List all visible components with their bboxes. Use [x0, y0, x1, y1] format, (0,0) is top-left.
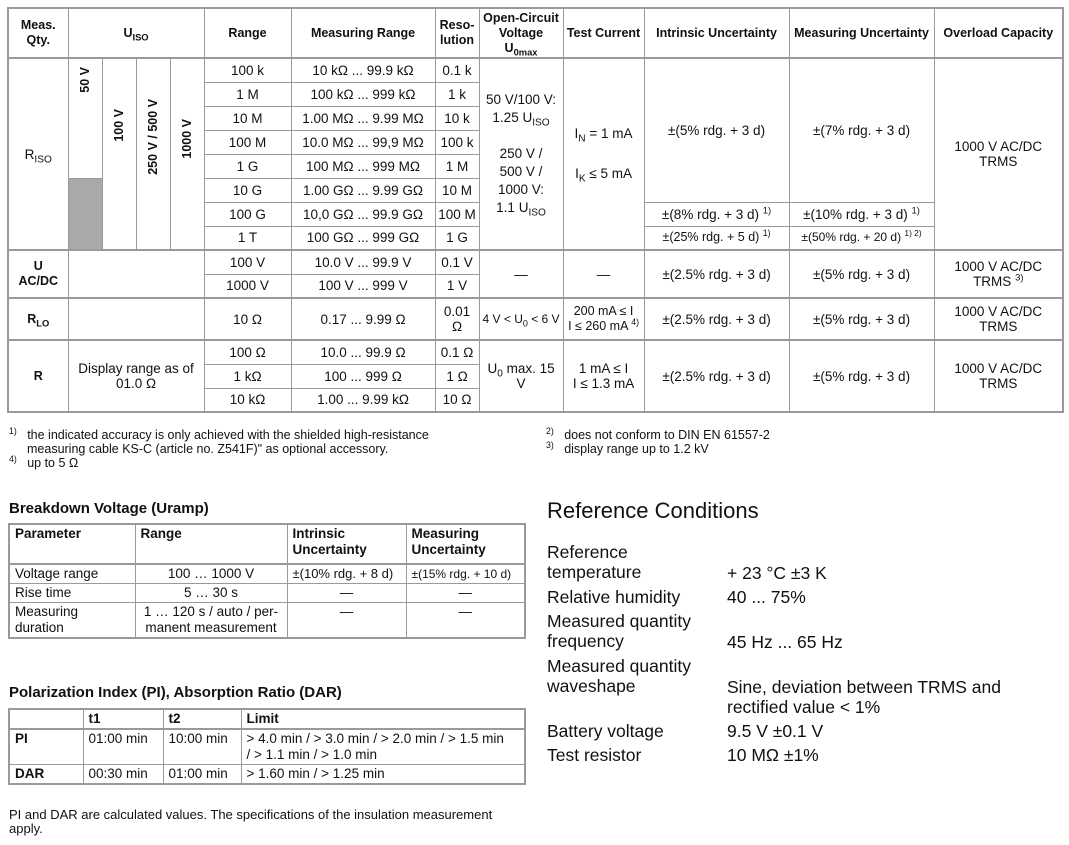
limit-cell: > 4.0 min / > 3.0 min / > 2.0 min / > 1.5 min / > 1.1 min / > 1.0 min: [241, 729, 525, 765]
breakdown-header: Parameter: [9, 524, 135, 564]
param-cell: Measuring duration: [9, 603, 135, 639]
reference-label: Test resistor: [547, 745, 642, 765]
footnote-3: $^{3)}$ display range up to 1.2 kV: [546, 439, 709, 456]
range-cell: 100 V: [204, 250, 291, 274]
header-row: [8, 8, 1063, 58]
limit-cell: > 1.60 min / > 1.25 min: [241, 765, 525, 785]
uiso-header: $U_{ISO}$: [68, 8, 204, 58]
measuring-range-cell: 1.00 ... 9.99 kΩ: [291, 388, 435, 412]
rlo-uiso-cell: [68, 298, 204, 340]
rlo-measuring-cell: ±(5% rdg. + 3 d): [789, 298, 934, 340]
not-applicable-cell: [68, 178, 102, 250]
resolution-cell: 10 Ω: [435, 388, 479, 412]
measuring-range-cell: 1.00 GΩ ... 9.99 GΩ: [291, 178, 435, 202]
reference-label: Reference temperature: [547, 542, 642, 582]
table-row: [9, 729, 525, 765]
range-cell: 1 kΩ: [204, 364, 291, 388]
footnote-1: $^{1)}$ the indicated accuracy is only achieved with the shielded high-resistance: [9, 425, 429, 442]
meas-qty-header: Meas. Qty.: [8, 8, 68, 58]
specification-table: [7, 7, 1064, 413]
pi-table: [8, 708, 526, 785]
pi-header: t2: [163, 709, 241, 729]
r-overload-cell: 1000 V AC/DC TRMS: [934, 340, 1063, 412]
intrinsic-cell: ±(10% rdg. + 8 d): [287, 564, 406, 584]
measuring-range-cell: 10,0 GΩ ... 99.9 GΩ: [291, 202, 435, 226]
range-cell: 1 M: [204, 82, 291, 106]
reference-label: Measured quantity waveshape: [547, 656, 691, 696]
footnotes-right: [546, 425, 1046, 456]
range-cell: 10 kΩ: [204, 388, 291, 412]
measuring-range-cell: 100 V ... 999 V: [291, 274, 435, 298]
rlo-row: [8, 298, 1063, 340]
footnotes-left: [9, 425, 529, 470]
table-row: [9, 564, 525, 584]
intrinsic-cell: ±(8% rdg. + 3 d) $^{1)}$: [644, 202, 789, 226]
r-current-cell: 1 mA ≤ I I ≤ 1.3 mA: [563, 340, 644, 412]
r-label: R: [8, 340, 68, 412]
resolution-cell: 0.1 k: [435, 58, 479, 82]
t1-cell: 01:00 min: [83, 729, 163, 765]
breakdown-header-row: [9, 524, 525, 564]
reference-label: Relative humidity: [547, 587, 681, 607]
u-measuring-cell: ±(5% rdg. + 3 d): [789, 250, 934, 298]
resolution-header: Reso-lution: [435, 8, 479, 58]
reference-label: Measured quantity frequency: [547, 611, 691, 651]
resolution-cell: 0.1 Ω: [435, 340, 479, 364]
measuring-range-cell: 100 kΩ ... 999 kΩ: [291, 82, 435, 106]
reference-title: Reference Conditions: [547, 498, 759, 523]
measuring-range-cell: 10.0 ... 99.9 Ω: [291, 340, 435, 364]
reference-value: + 23 °C ±3 K: [727, 563, 827, 583]
r-measuring-cell: ±(5% rdg. + 3 d): [789, 340, 934, 412]
rlo-overload-cell: 1000 V AC/DC TRMS: [934, 298, 1063, 340]
range-cell: 10 Ω: [204, 298, 291, 340]
resolution-cell: 0.01 Ω: [435, 298, 479, 340]
pi-header: Limit: [241, 709, 525, 729]
u-row: [8, 250, 1063, 274]
measuring-range-header: Measuring Range: [291, 8, 435, 58]
pi-header-row: [9, 709, 525, 729]
range-header: Range: [204, 8, 291, 58]
breakdown-header: Range: [135, 524, 287, 564]
u-uiso-cell: [68, 250, 204, 298]
pi-header: t1: [83, 709, 163, 729]
measuring-range-cell: 0.17 ... 9.99 Ω: [291, 298, 435, 340]
rlo-current-cell: 200 mA ≤ I I ≤ 260 mA $^{4)}$: [563, 298, 644, 340]
range-cell: 100 … 1000 V: [135, 564, 287, 584]
range-cell: 1 T: [204, 226, 291, 250]
uiso-250v-500v: 250 V / 500 V: [136, 58, 170, 250]
measuring-range-cell: 1.00 MΩ ... 9.99 MΩ: [291, 106, 435, 130]
breakdown-title: Breakdown Voltage (Uramp): [9, 500, 209, 517]
reference-value: 10 MΩ ±1%: [727, 745, 819, 765]
riso-label: $R_{ISO}$: [8, 58, 68, 250]
t2-cell: 10:00 min: [163, 729, 241, 765]
resolution-cell: 10 k: [435, 106, 479, 130]
overload-header: Overload Capacity: [934, 8, 1063, 58]
riso-current-cell: $I_N = 1$ mA $I_K \le 5$ mA: [563, 58, 644, 250]
reference-labels: [547, 542, 727, 769]
table-row: [9, 603, 525, 639]
resolution-cell: 100 M: [435, 202, 479, 226]
measuring-cell: —: [406, 603, 525, 639]
breakdown-header: Intrinsic Uncertainty: [287, 524, 406, 564]
pi-note: [9, 808, 529, 836]
footnote-2: $^{2)}$ does not conform to DIN EN 61557-2: [546, 425, 770, 442]
rlo-ocv-cell: 4 $V < U_0 < 6$ V: [479, 298, 563, 340]
test-current-header: Test Current: [563, 8, 644, 58]
param-cell: Voltage range: [9, 564, 135, 584]
riso-row: [8, 58, 1063, 82]
measuring-range-cell: 100 GΩ ... 999 GΩ: [291, 226, 435, 250]
pi-header: [9, 709, 83, 729]
pi-name-cell: PI: [9, 729, 83, 765]
measuring-cell: ±(15% rdg. + 10 d): [406, 564, 525, 584]
intrinsic-cell: —: [287, 603, 406, 639]
u-overload-cell: 1000 V AC/DC TRMS $^{3)}$: [934, 250, 1063, 298]
resolution-cell: 1 G: [435, 226, 479, 250]
t2-cell: 01:00 min: [163, 765, 241, 785]
table-row: [9, 584, 525, 603]
range-cell: 1 … 120 s / auto / per- manent measurement: [135, 603, 287, 639]
rlo-label: $R_{LO}$: [8, 298, 68, 340]
r-display-range-cell: Display range as of 01.0 Ω: [68, 340, 204, 412]
riso-overload-cell: 1000 V AC/DC TRMS: [934, 58, 1063, 250]
resolution-cell: 10 M: [435, 178, 479, 202]
table-row: [9, 765, 525, 785]
measuring-header: Measuring Uncertainty: [789, 8, 934, 58]
resolution-cell: 1 k: [435, 82, 479, 106]
measuring-range-cell: 10.0 V ... 99.9 V: [291, 250, 435, 274]
u-intrinsic-cell: ±(2.5% rdg. + 3 d): [644, 250, 789, 298]
riso-measuring-cell: ±(7% rdg. + 3 d): [789, 58, 934, 202]
measuring-cell: ±(10% rdg. + 3 d) $^{1)}$: [789, 202, 934, 226]
riso-intrinsic-cell: ±(5% rdg. + 3 d): [644, 58, 789, 202]
measuring-cell: —: [406, 584, 525, 603]
range-cell: 100 k: [204, 58, 291, 82]
reference-value: 40 ... 75%: [727, 587, 806, 607]
u-ocv-cell: —: [479, 250, 563, 298]
footnote-1-cont: measuring cable KS-C (article no. Z541F)" as optional accessory.: [27, 442, 389, 456]
pi-note-line: apply.: [9, 821, 43, 836]
range-cell: 1000 V: [204, 274, 291, 298]
intrinsic-header: Intrinsic Uncertainty: [644, 8, 789, 58]
intrinsic-cell: ±(25% rdg. + 5 d) $^{1)}$: [644, 226, 789, 250]
range-cell: 1 G: [204, 154, 291, 178]
intrinsic-cell: —: [287, 584, 406, 603]
uiso-100v: 100 V: [102, 58, 136, 250]
range-cell: 100 Ω: [204, 340, 291, 364]
measuring-range-cell: 10.0 MΩ ... 99,9 MΩ: [291, 130, 435, 154]
ocv-header: Open-Circuit Voltage $U_{0max}$: [479, 8, 563, 58]
range-cell: 100 M: [204, 130, 291, 154]
measuring-range-cell: 100 ... 999 Ω: [291, 364, 435, 388]
measuring-cell: ±(50% rdg. + 20 d) $^{1) 2)}$: [789, 226, 934, 250]
measuring-range-cell: 100 MΩ ... 999 MΩ: [291, 154, 435, 178]
r-intrinsic-cell: ±(2.5% rdg. + 3 d): [644, 340, 789, 412]
resolution-cell: 1 V: [435, 274, 479, 298]
resolution-cell: 100 k: [435, 130, 479, 154]
riso-ocv-cell: 50 V/100 V: 1.25 $U_{ISO}$ 250 V / 500 V / 1000 V: 1.1 $U_{ISO}$: [479, 58, 563, 250]
range-cell: 10 M: [204, 106, 291, 130]
pi-title: Polarization Index (PI), Absorption Ratio (DAR): [9, 684, 342, 701]
reference-value: 45 Hz ... 65 Hz: [727, 632, 843, 652]
range-cell: 10 G: [204, 178, 291, 202]
param-cell: Rise time: [9, 584, 135, 603]
rlo-intrinsic-cell: ±(2.5% rdg. + 3 d): [644, 298, 789, 340]
pi-name-cell: DAR: [9, 765, 83, 785]
measuring-range-cell: 10 kΩ ... 99.9 kΩ: [291, 58, 435, 82]
r-ocv-cell: $U_0$ max. 15 V: [479, 340, 563, 412]
uiso-50v: 50 V: [68, 58, 102, 178]
reference-value: Sine, deviation between TRMS and rectified value < 1%: [727, 677, 1002, 717]
u-current-cell: —: [563, 250, 644, 298]
breakdown-table: [8, 523, 526, 639]
footnote-4: $^{4)}$ up to 5 Ω: [9, 453, 79, 470]
t1-cell: 00:30 min: [83, 765, 163, 785]
resolution-cell: 0.1 V: [435, 250, 479, 274]
range-cell: 100 G: [204, 202, 291, 226]
pi-note-line: PI and DAR are calculated values. The specifications of the insulation measurement: [9, 807, 493, 822]
range-cell: 5 … 30 s: [135, 584, 287, 603]
reference-label: Battery voltage: [547, 721, 664, 741]
reference-values: [727, 542, 1057, 769]
u-label: U AC/DC: [8, 250, 68, 298]
r-row: [8, 340, 1063, 364]
breakdown-header: Measuring Uncertainty: [406, 524, 525, 564]
uiso-1000v: 1000 V: [170, 58, 204, 250]
reference-value: 9.5 V ±0.1 V: [727, 721, 824, 741]
resolution-cell: 1 Ω: [435, 364, 479, 388]
resolution-cell: 1 M: [435, 154, 479, 178]
